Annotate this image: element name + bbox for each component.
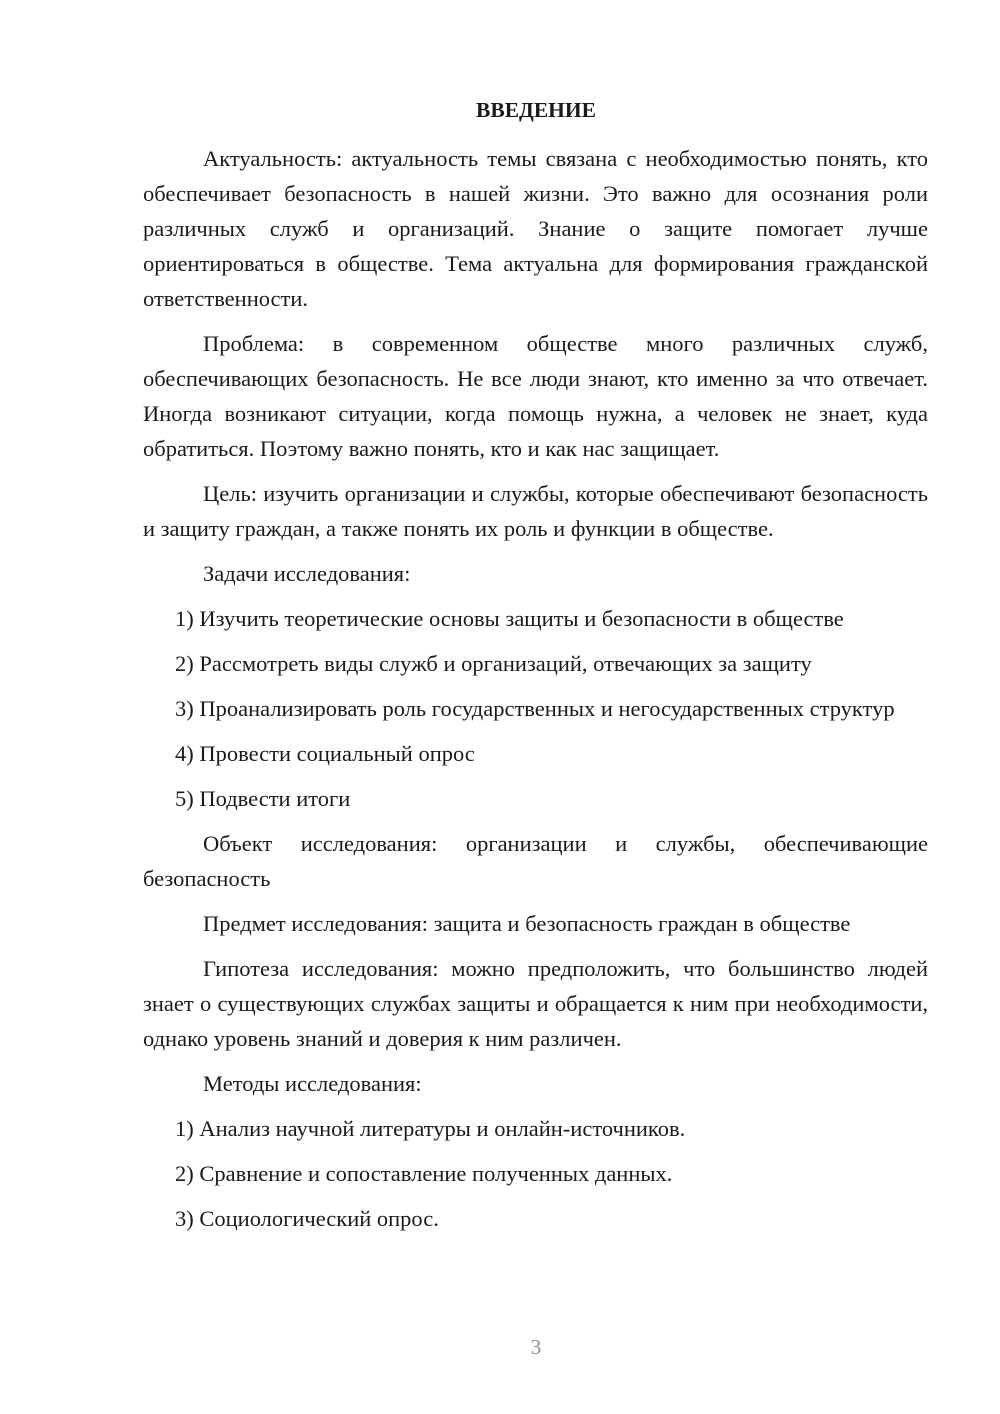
methods-heading: Методы исследования: [203, 1071, 422, 1096]
task-item: 1) Изучить теоретические основы защиты и безопасности в обществе [175, 606, 844, 631]
task-item: 2) Рассмотреть виды служб и организаций, отвечающих за защиту [175, 651, 812, 676]
page-number: 3 [530, 1335, 542, 1359]
task-item: 5) Подвести итоги [175, 786, 351, 811]
method-item: 3) Социологический опрос. [175, 1206, 439, 1231]
task-item: 4) Провести социальный опрос [175, 741, 475, 766]
task-item: 3) Проанализировать роль государственных и негосударственных структур [175, 696, 895, 721]
goal-paragraph: Цель: изучить организации и службы, которые обеспечивают безопасность и защиту граждан, а также понять их роль и функции в обществе. [143, 481, 928, 541]
problem-paragraph: Проблема: в современном обществе много различных служб, обеспечивающих безопасность. Не все люди знают, кто именно за что отвечает. Иногда возникают ситуации, когда помощь нужна, а человек не знает, куда обратиться. Поэтому важно понять, кто и как нас защищает. [143, 331, 928, 461]
tasks-heading: Задачи исследования: [203, 561, 411, 586]
page-title: ВВЕДЕНИЕ [476, 98, 596, 122]
method-item: 1) Анализ научной литературы и онлайн-источников. [175, 1116, 686, 1141]
method-item: 2) Сравнение и сопоставление полученных данных. [175, 1161, 673, 1186]
hypothesis-paragraph: Гипотеза исследования: можно предположить, что большинство людей знает о существующих службах защиты и обращается к ним при необходимости, однако уровень знаний и доверия к ним различен. [143, 956, 928, 1051]
object-paragraph: Объект исследования: организации и службы, обеспечивающие безопасность [143, 831, 928, 891]
subject-paragraph: Предмет исследования: защита и безопасность граждан в обществе [203, 911, 851, 936]
relevance-paragraph: Актуальность: актуальность темы связана с необходимостью понять, кто обеспечивает безопасность в нашей жизни. Это важно для осознания роли различных служб и организаций. Знание о защите помогает лучше ориентироваться в обществе. Тема актуальна для формирования гражданской ответственности. [143, 146, 928, 311]
document-body [143, 141, 928, 1246]
